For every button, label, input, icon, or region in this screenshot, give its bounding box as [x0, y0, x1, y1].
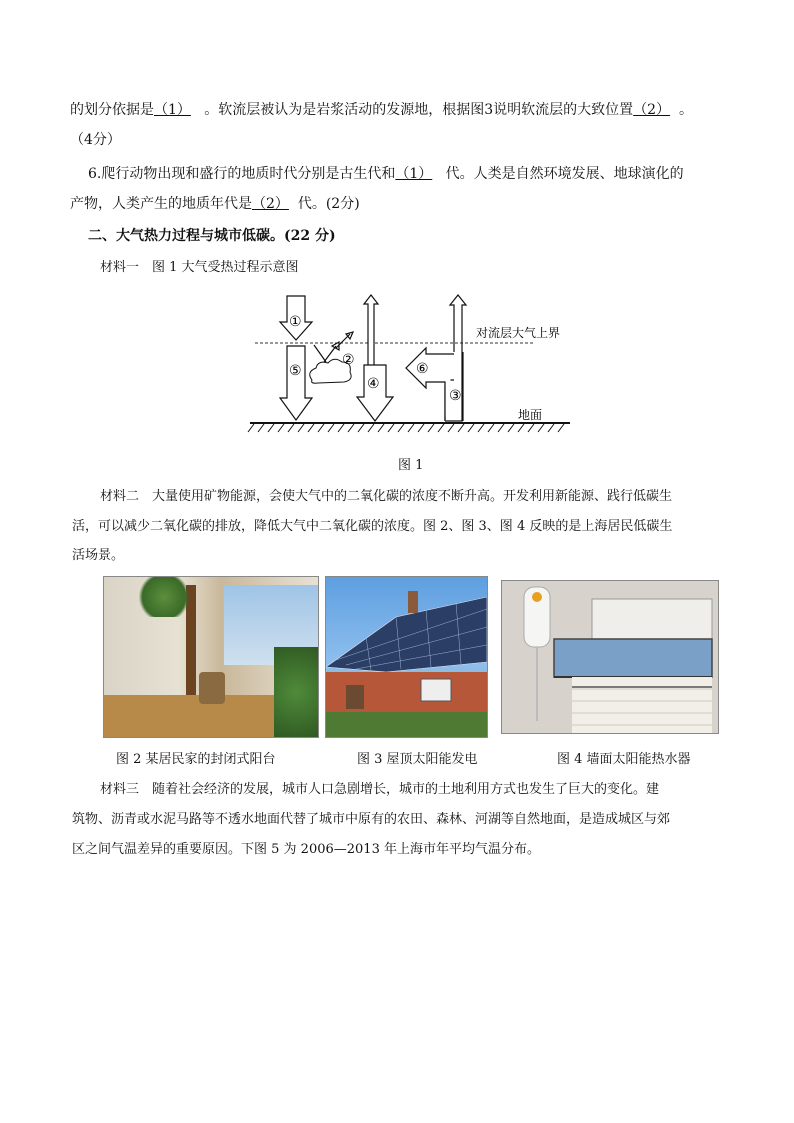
photo-balcony-hanging-plant: [134, 577, 194, 617]
q6-text-end: 代。人类是自然环境发展、地球演化的: [445, 166, 684, 182]
label-1: ①: [289, 314, 302, 330]
arrow-5: [280, 346, 312, 420]
label-upper-boundary: 对流层大气上界: [476, 326, 561, 340]
q6-blank2: （2）: [252, 196, 289, 212]
photo-balcony-chair: [199, 672, 225, 704]
q5-text-end: 。: [679, 102, 694, 118]
fig4-caption: 图 4 墙面太阳能热水器: [557, 752, 691, 767]
material2-line2: 活，可以减少二氧化碳的排放，降低大气中二氧化碳的浓度。图 2、图 3、图 4 反映的是上海居民低碳生: [72, 519, 673, 534]
q5-score: （4分）: [70, 132, 121, 148]
material2-line3: 活场景。: [72, 548, 125, 563]
figure1-diagram: [240, 290, 580, 440]
material2-line1: 材料二 大量使用矿物能源，会使大气中的二氧化碳的浓度不断升高。开发利用新能源、践行低碳生: [100, 489, 673, 504]
photo-rooftop-solar-drawing: [326, 577, 487, 737]
q5-line1: [70, 100, 693, 120]
q5-blank1: （1）: [154, 102, 191, 118]
q5-text-mid: 。软流层被认为是岩浆活动的发源地，根据图3说明软流层的大致位置: [204, 102, 634, 118]
q5-blank2: （2）: [633, 102, 671, 118]
fig3-caption: 图 3 屋顶太阳能发电: [357, 752, 478, 767]
photo-balcony: [103, 576, 319, 738]
photo-wall-solar-heater-drawing: [502, 581, 718, 733]
fig2-caption: 图 2 某居民家的封闭式阳台: [116, 752, 276, 767]
photo-rooftop-solar: [325, 576, 488, 738]
label-2: ②: [342, 352, 355, 368]
q6-line1: [88, 164, 684, 184]
material3-line2: 筑物、沥青或水泥马路等不透水地面代替了城市中原有的农田、森林、河湖等自然地面，是造成城区与郊: [72, 812, 671, 827]
ground-hatch: [248, 424, 564, 432]
q6-text: 6.爬行动物出现和盛行的地质时代分别是古生代和: [88, 166, 396, 182]
label-6: ⑥: [416, 361, 429, 377]
material3-line3: 区之间气温差异的重要原因。下图 5 为 2006—2013 年上海市年平均气温分布。: [72, 842, 540, 857]
section2-title: 二、大气热力过程与城市低碳。(22 分): [88, 228, 336, 244]
label-3: ③: [449, 388, 462, 404]
material1-label: 材料一 图 1 大气受热过程示意图: [100, 260, 299, 275]
label-ground: 地面: [518, 408, 543, 422]
figure1-caption: 图 1: [398, 458, 424, 473]
q6-line2: [70, 194, 360, 214]
material3-line1: 材料三 随着社会经济的发展，城市人口急剧增长，城市的土地利用方式也发生了巨大的变化。建: [100, 782, 660, 797]
label-5: ⑤: [289, 363, 302, 379]
arrow-6: [406, 348, 454, 421]
q6-text2: 产物，人类产生的地质年代是: [70, 196, 252, 212]
q6-blank1: （1）: [395, 166, 433, 182]
q5-text: 的划分依据是: [70, 102, 154, 118]
q6-text2-end: 代。(2分): [297, 196, 360, 212]
label-4: ④: [367, 376, 380, 392]
arrow-4-up: [364, 295, 378, 365]
photo-wall-solar-heater: [501, 580, 719, 734]
photo-balcony-plant: [274, 647, 318, 737]
arrow-4-down: [357, 365, 393, 421]
